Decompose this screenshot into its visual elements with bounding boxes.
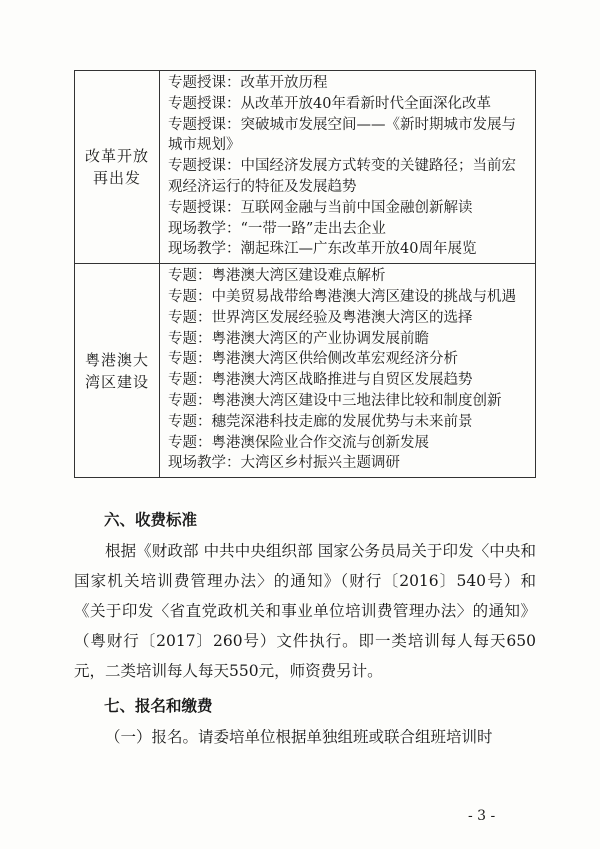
list-item: 专题：粤港澳大湾区建设难点解析: [168, 268, 386, 285]
table-row: [75, 71, 536, 264]
list-item: 专题：粤港澳大湾区战略推进与自贸区发展趋势: [168, 372, 473, 389]
list-item: 专题：世界湾区发展经验及粤港澳大湾区的选择: [168, 309, 473, 326]
course-table: [74, 70, 536, 478]
list-item: 现场教学：“一带一路”走出去企业: [168, 220, 386, 237]
list-item: 专题授课：改革开放历程: [168, 75, 328, 91]
list-item: 现场教学：大湾区乡村振兴主题调研: [168, 455, 400, 472]
category-cell: 粤港澳大湾区建设: [75, 264, 160, 478]
list-item: 专题：粤港澳大湾区建设中三地法律比较和制度创新: [168, 392, 502, 409]
section-heading-registration: 七、报名和缴费: [104, 697, 213, 715]
list-item: 专题授课：从改革开放40年看新时代全面深化改革: [168, 95, 491, 112]
items-cell: [160, 264, 536, 478]
page-number: - 3 -: [468, 808, 496, 824]
list-item: 专题：粤港澳大湾区供给侧改革宏观经济分析: [168, 351, 458, 368]
list-item: 专题授课：互联网金融与当前中国金融创新解读: [168, 199, 473, 216]
list-item: 专题：粤港澳大湾区的产业协调发展前瞻: [168, 330, 429, 347]
registration-paragraph: （一）报名。请委培单位根据单独组班或联合组班培训时: [105, 728, 493, 746]
list-item: 专题授课：突破城市发展空间——《新时期城市发展与城市规划》: [168, 116, 516, 154]
list-item: 专题：穗莞深港科技走廊的发展优势与未来前景: [168, 413, 473, 430]
list-item: 专题：粤港澳保险业合作交流与创新发展: [168, 434, 429, 451]
section-heading-fees: 六、收费标准: [104, 511, 198, 529]
list-item: 专题授课：中国经济发展方式转变的关键路径；当前宏观经济运行的特征及发展趋势: [168, 158, 516, 195]
fees-paragraph: 根据《财政部 中共中央组织部 国家公务员局关于印发〈中央和国家机关培训费管理办法〉的通知》（财行〔2016〕540号）和《关于印发〈省直党政机关和事业单位培训费管理办法〉的通知》（粤财行〔2017〕260号）文件执行。即一类培训每人每天650元，二类培训每人每天550元，师资费另计。: [74, 542, 536, 680]
table-row: [75, 264, 536, 478]
list-item: 现场教学：潮起珠江—广东改革开放40周年展览: [168, 241, 477, 258]
list-item: 专题：中美贸易战带给粤港澳大湾区建设的挑战与机遇: [168, 288, 516, 305]
category-cell: 改革开放再出发: [75, 71, 160, 264]
items-cell: [160, 71, 536, 264]
